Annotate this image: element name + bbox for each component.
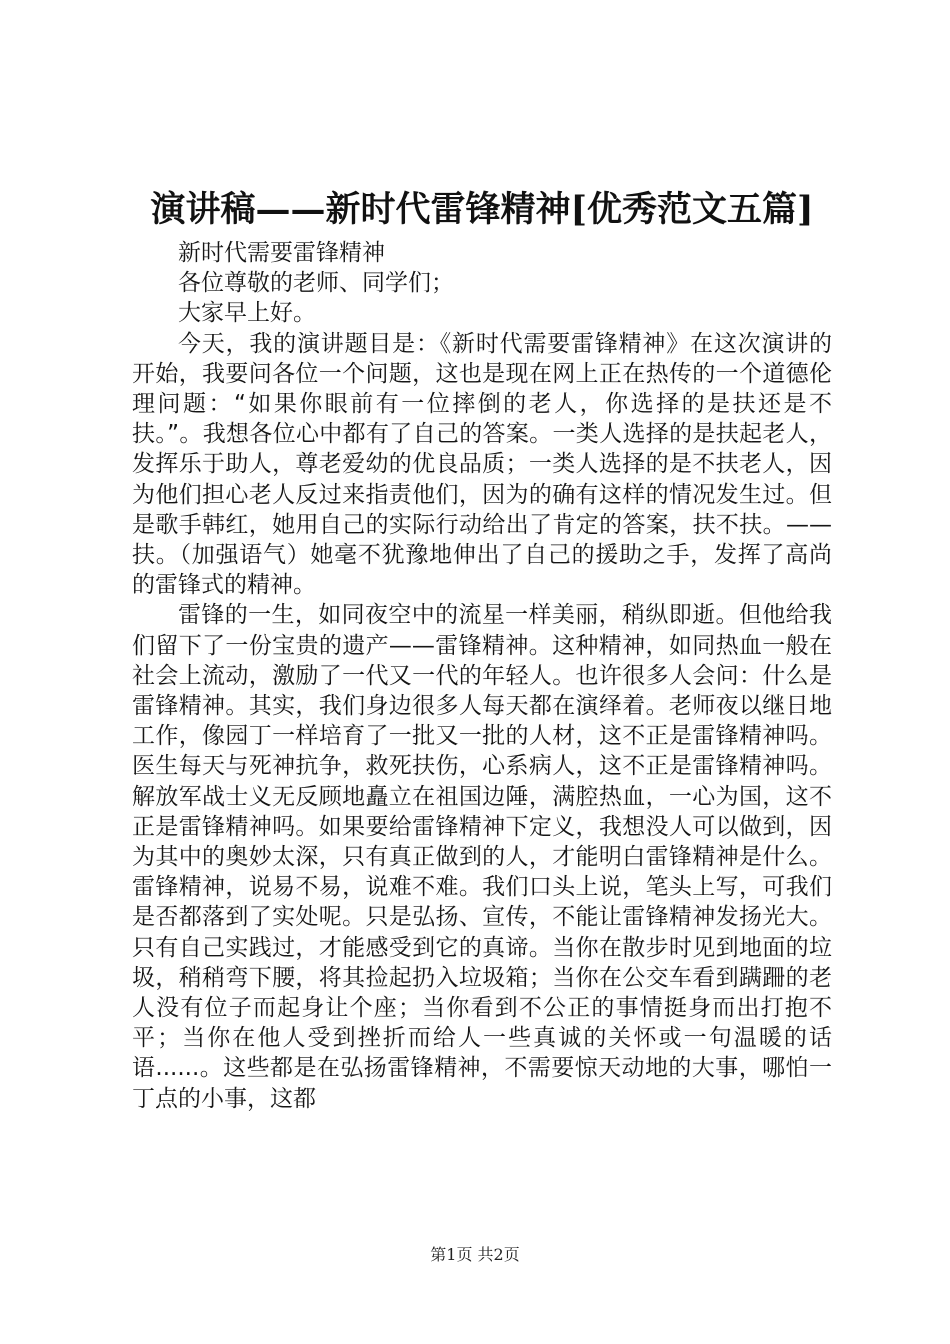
paragraph-body-2: 雷锋的一生，如同夜空中的流星一样美丽，稍纵即逝。但他给我们留下了一份宝贵的遗产——雷锋精神。这种精神，如同热血一般在社会上流动，激励了一代又一代的年轻人。也许很多人会问：什么是雷锋精神。其实，我们身边很多人每天都在演绎着。老师夜以继日地工作，像园丁一样培育了一批又一批的人材，这不正是雷锋精神吗。医生每天与死神抗争，救死扶伤，心系病人，这不正是雷锋精神吗。解放军战士义无反顾地矗立在祖国边陲，满腔热血，一心为国，这不正是雷锋精神吗。如果要给雷锋精神下定义，我想没人可以做到，因为其中的奥妙太深，只有真正做到的人，才能明白雷锋精神是什么。雷锋精神，说易不易，说难不难。我们口头上说，笔头上写，可我们是否都落到了实处呢。只是弘扬、宣传，不能让雷锋精神发扬光大。只有自己实践过，才能感受到它的真谛。当你在散步时见到地面的垃圾，稍稍弯下腰，将其捡起扔入垃圾箱；当你在公交车看到蹒跚的老人没有位子而起身让个座；当你看到不公正的事情挺身而出打抱不平；当你在他人受到挫折而给人一些真诚的关怀或一句温暖的话语......。这些都是在弘扬雷锋精神，不需要惊天动地的大事，哪怕一丁点的小事，这都	[132, 602, 832, 1112]
document-body	[132, 238, 832, 1114]
paragraph-greeting: 大家早上好。	[178, 300, 316, 327]
paragraph-body-1: 今天，我的演讲题目是：《新时代需要雷锋精神》在这次演讲的开始，我要问各位一个问题，这也是现在网上正在热传的一个道德伦理问题：“如果你眼前有一位摔倒的老人，你选择的是扶还是不扶。”。我想各位心中都有了自己的答案。一类人选择的是扶起老人，发挥乐于助人，尊老爱幼的优良品质；一类人选择的是不扶老人，因为他们担心老人反过来指责他们，因为的确有这样的情况发生过。但是歌手韩红，她用自己的实际行动给出了肯定的答案，扶不扶。——扶。（加强语气）她毫不犹豫地伸出了自己的援助之手，发挥了高尚的雷锋式的精神。	[132, 330, 832, 599]
document-title: 演讲稿——新时代雷锋精神[优秀范文五篇]	[150, 189, 814, 230]
paragraph-subtitle: 新时代需要雷锋精神	[178, 240, 385, 266]
paragraph-salutation: 各位尊敬的老师、同学们；	[178, 270, 454, 297]
page-number: 第1页 共2页	[430, 1245, 520, 1264]
